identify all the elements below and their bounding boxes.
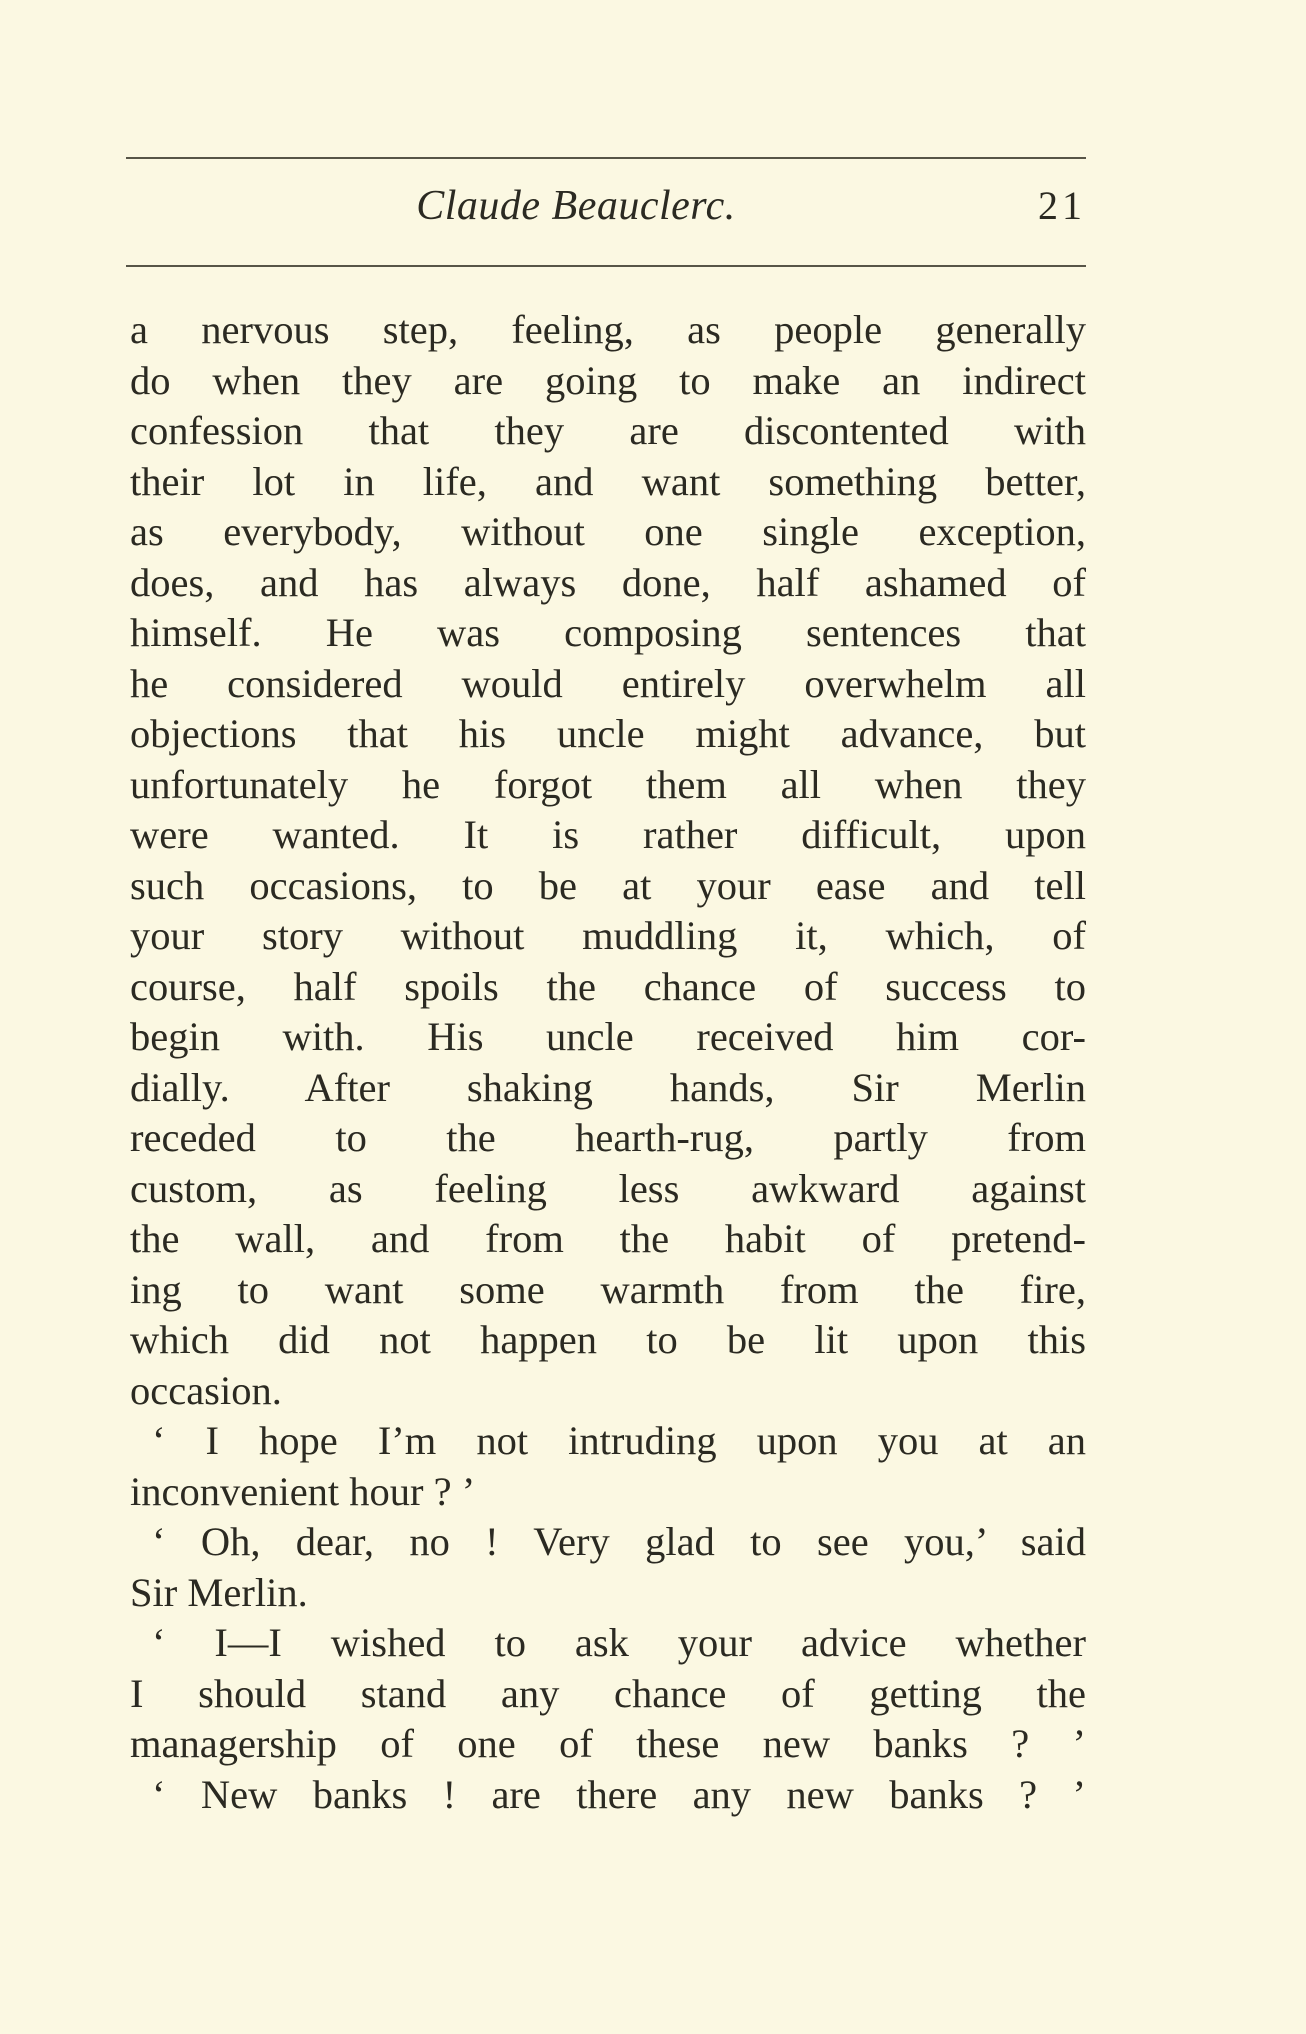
header-rule-bottom <box>126 265 1086 267</box>
text-line: as everybody, without one single exception, <box>130 509 1086 554</box>
text-line: Sir Merlin. <box>130 1569 308 1615</box>
text-line: do when they are going to make an indirect <box>130 357 1086 403</box>
text-line: custom, as feeling less awkward against <box>130 1165 1086 1211</box>
page-number: 21 <box>1038 183 1086 228</box>
text-line: a nervous step, feeling, as people generally <box>130 307 1086 352</box>
text-line: the wall, and from the habit of pretend- <box>130 1216 1086 1261</box>
text-line: ‘ I—I wished to ask your advice whether <box>152 1620 1086 1665</box>
text-line: objections that his uncle might advance, but <box>130 711 1086 756</box>
text-line: ‘ I hope I’m not intruding upon you at an <box>152 1418 1086 1463</box>
text-line: their lot in life, and want something better, <box>130 458 1086 504</box>
body-text <box>130 305 1086 1820</box>
text-line: ing to want some warmth from the fire, <box>130 1266 1086 1312</box>
text-line: receded to the hearth-rug, partly from <box>130 1115 1086 1160</box>
text-line: begin with. His uncle received him cor- <box>130 1014 1086 1059</box>
text-line: your story without muddling it, which, of <box>130 913 1086 958</box>
text-line: I should stand any chance of getting the <box>130 1670 1086 1716</box>
text-line: ‘ New banks ! are there any new banks ? ’ <box>152 1771 1086 1817</box>
text-line: does, and has always done, half ashamed of <box>130 559 1086 605</box>
text-line: were wanted. It is rather difficult, upon <box>130 812 1086 857</box>
text-line: course, half spoils the chance of success to <box>130 963 1086 1009</box>
text-line: ‘ Oh, dear, no ! Very glad to see you,’ said <box>152 1519 1086 1564</box>
text-line: managership of one of these new banks ? ’ <box>130 1721 1086 1766</box>
text-line: dially. After shaking hands, Sir Merlin <box>130 1064 1086 1110</box>
text-line: occasion. <box>130 1367 282 1413</box>
text-line: which did not happen to be lit upon this <box>130 1317 1086 1362</box>
text-line: unfortunately he forgot them all when they <box>130 761 1086 807</box>
text-line: himself. He was composing sentences that <box>130 610 1086 655</box>
running-title: Claude Beauclerc. <box>416 183 736 229</box>
text-line: inconvenient hour ? ’ <box>130 1468 476 1514</box>
header-rule-top <box>126 157 1086 159</box>
text-line: he considered would entirely overwhelm all <box>130 660 1086 706</box>
text-line: such occasions, to be at your ease and tell <box>130 862 1086 908</box>
text-line: confession that they are discontented with <box>130 408 1086 453</box>
